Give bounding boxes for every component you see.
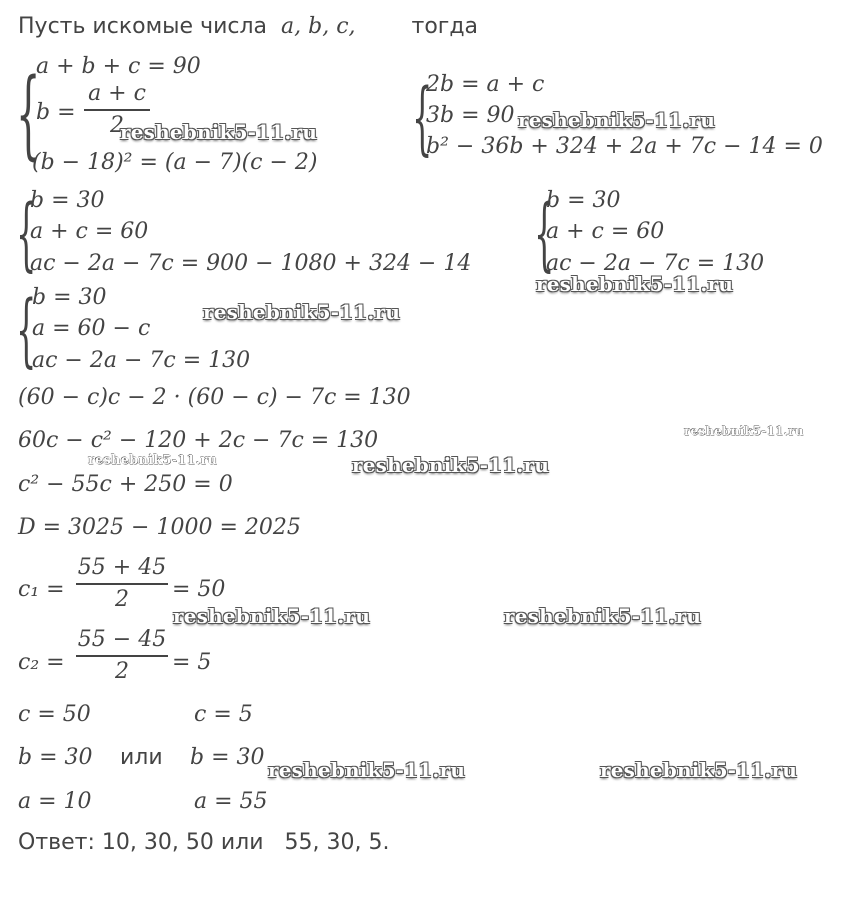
watermark: reshebnik5-11.ru [203,300,401,324]
system1-eq1: a + b + c = 90 [36,54,201,79]
brace-system5: { [16,283,37,376]
system3-eq1: b = 30 [30,188,105,213]
watermark: reshebnik5-11.ru [684,424,804,438]
system5-eq3: ac − 2a − 7c = 130 [32,348,251,373]
system2-eq2: 3b = 90 [426,103,515,128]
system4-eq3: ac − 2a − 7c = 130 [546,251,765,276]
system4-eq2: a + c = 60 [546,219,665,244]
intro-text: Пусть искомые числа a, b, c, тогда [18,14,479,39]
system2-eq3: b² − 36b + 324 + 2a + 7c − 14 = 0 [426,134,823,159]
line-simplify: 60c − c² − 120 + 2c − 7c = 130 [18,428,379,453]
line-expand: (60 − c)c − 2 · (60 − c) − 7c = 130 [18,385,411,410]
system4-eq1: b = 30 [546,188,621,213]
watermark: reshebnik5-11.ru [504,604,702,628]
watermark: reshebnik5-11.ru [268,758,466,782]
solution-c-second: c = 5 [194,702,253,727]
answer-second: 55, 30, 5. [284,830,390,855]
system1-eq3: (b − 18)² = (a − 7)(c − 2) [32,150,318,175]
watermark: reshebnik5-11.ru [600,758,798,782]
system2-eq1: 2b = a + c [426,72,545,97]
answer-label: Ответ: [18,830,95,855]
c2-denominator: 2 [115,659,129,684]
c1-result: = 50 [172,577,226,602]
watermark: reshebnik5-11.ru [88,453,218,468]
brace-system1: { [16,58,41,170]
fraction-denominator: 2 [110,113,124,138]
solution-a-first: a = 10 [18,789,92,814]
watermark: reshebnik5-11.ru [173,604,371,628]
brace-system2: { [412,71,433,164]
watermark: reshebnik5-11.ru [352,453,550,477]
watermark: reshebnik5-11.ru [518,108,716,132]
c2-result: = 5 [172,650,212,675]
answer-first: 10, 30, 50 [101,830,214,855]
watermark: reshebnik5-11.ru [120,120,318,144]
system3-eq3: ac − 2a − 7c = 900 − 1080 + 324 − 14 [30,251,472,276]
system5-eq1: b = 30 [32,285,107,310]
c1-numerator: 55 + 45 [77,555,167,580]
c2-fraction-bar [76,655,168,657]
solution-a-second: a = 55 [194,789,268,814]
fraction-numerator: a + c [88,81,146,106]
system3-eq2: a + c = 60 [30,219,149,244]
solution-or: или [120,745,163,770]
brace-system4: { [534,187,555,280]
line-quadratic: c² − 55c + 250 = 0 [18,472,233,497]
c1-label: c₁ = [18,577,65,602]
solution-c-first: c = 50 [18,702,91,727]
watermark: reshebnik5-11.ru [536,272,734,296]
solution-b-second: b = 30 [190,745,265,770]
c1-fraction [76,556,168,612]
answer-or: или [220,830,264,855]
c2-label: c₂ = [18,650,65,675]
system1-eq2-lhs: b = [36,100,76,125]
c2-numerator: 55 − 45 [77,627,167,652]
answer-line [18,830,389,856]
c2-fraction [76,628,168,684]
system5-eq2: a = 60 − c [32,316,151,341]
c1-denominator: 2 [115,587,129,612]
fraction-bar [84,109,150,111]
line-discriminant: D = 3025 − 1000 = 2025 [18,515,301,540]
intro-then: тогда [411,14,479,39]
brace-system3: { [16,187,37,280]
c1-fraction-bar [76,583,168,585]
solution-b-first: b = 30 [18,745,93,770]
intro-vars: a, b, c, [281,14,356,39]
